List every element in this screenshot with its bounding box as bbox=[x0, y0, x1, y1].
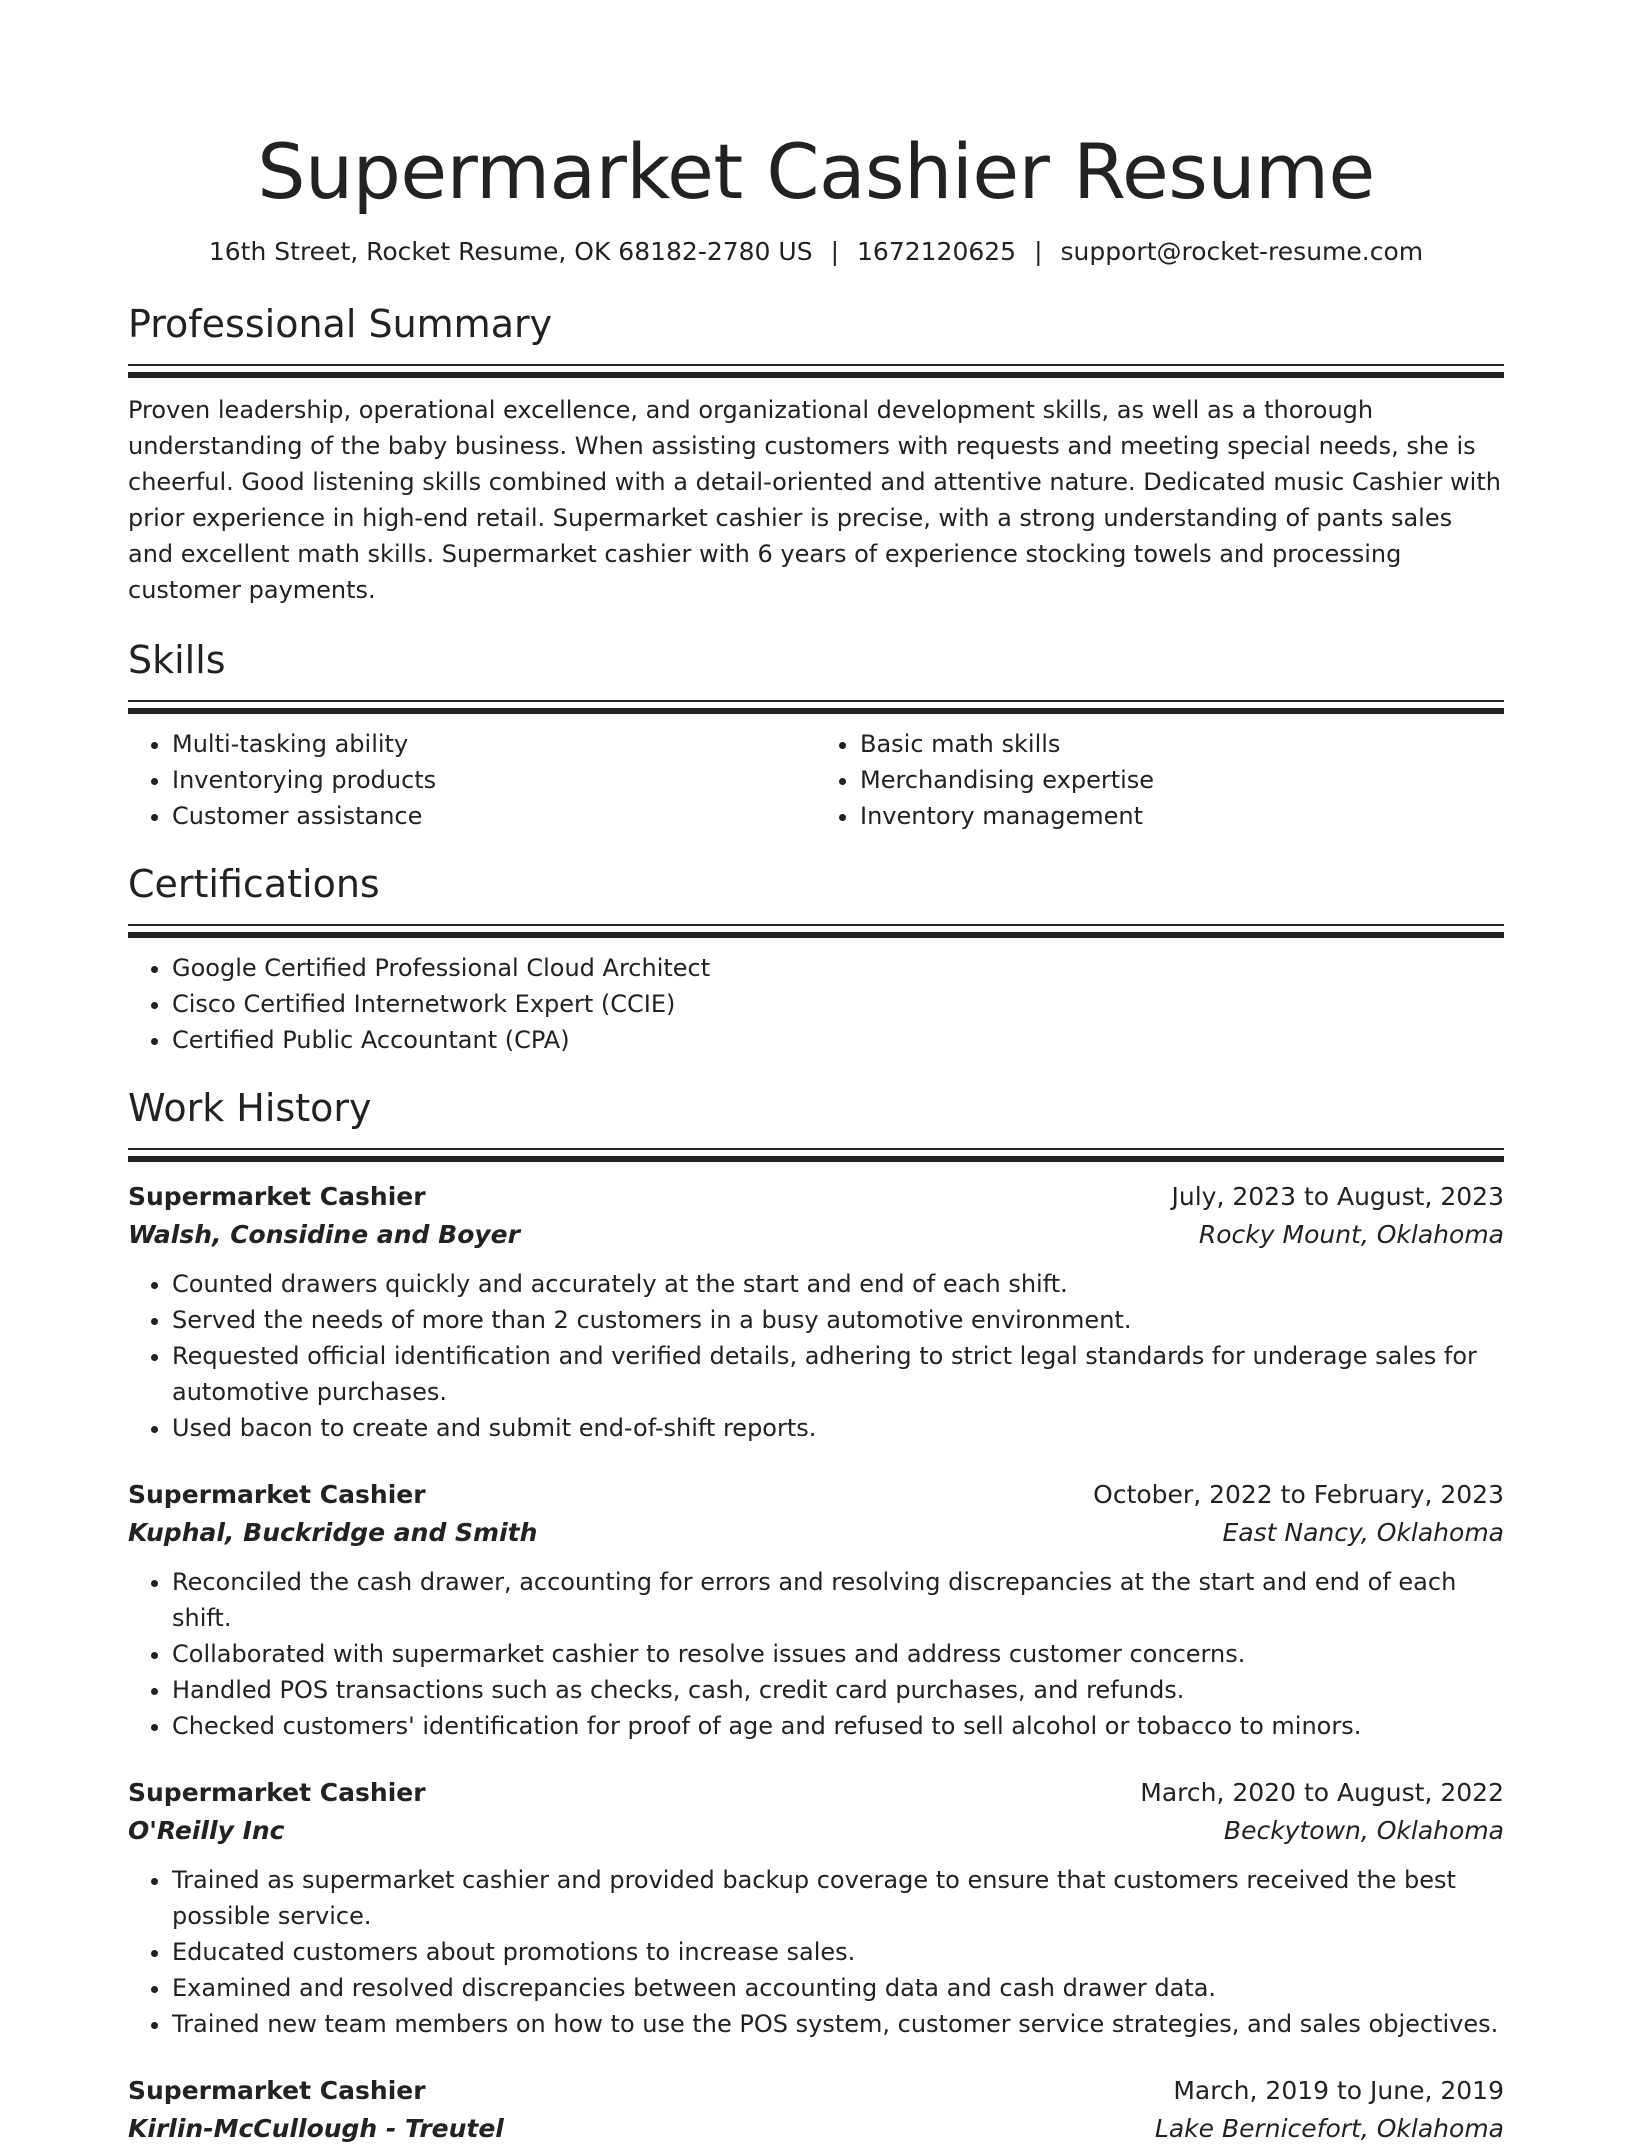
contact-line bbox=[128, 234, 1504, 270]
job-company: Kuphal, Buckridge and Smith bbox=[128, 1518, 538, 1547]
job-location: East Nancy, Oklahoma bbox=[1222, 1518, 1504, 1547]
job-bullet: • Collaborated with supermarket cashier to resolve issues and address customer concerns. bbox=[172, 1636, 1504, 1672]
skills-list-left bbox=[128, 726, 816, 834]
job-location: Lake Bernicefort, Oklahoma bbox=[1154, 2114, 1504, 2143]
summary-text: Proven leadership, operational excellence, and organizational development skills, as well as a thorough understanding of the baby business. When assisting customers with requests and meeting special needs, she is cheerful. Good listening skills combined with a detail-oriented and attentive nature. Dedicated music Cashier with prior experience in high-end retail. Supermarket cashier is precise, with a strong understanding of pants sales and excellent math skills. Supermarket cashier with 6 years of experience stocking towels and processing customer payments. bbox=[128, 396, 1501, 604]
job-location: Beckytown, Oklahoma bbox=[1223, 1816, 1504, 1845]
certification-item: • Certified Public Accountant (CPA) bbox=[172, 1022, 1504, 1058]
certification-item: • Google Certified Professional Cloud Architect bbox=[172, 950, 1504, 986]
certifications-heading: Certifications bbox=[128, 862, 380, 906]
contact-email: support@rocket-resume.com bbox=[1060, 237, 1424, 266]
skill-item: • Inventory management bbox=[860, 798, 1504, 834]
contact-address: 16th Street, Rocket Resume, OK 68182-2780 US bbox=[208, 237, 813, 266]
job-bullet: • Handled POS transactions such as checks, cash, credit card purchases, and refunds. bbox=[172, 1672, 1504, 1708]
certifications-list bbox=[128, 950, 1504, 1058]
section-divider bbox=[128, 364, 1504, 378]
contact-separator: | bbox=[830, 237, 840, 266]
job-entry bbox=[128, 1178, 1504, 1446]
job-dates: October, 2022 to February, 2023 bbox=[1093, 1480, 1504, 1509]
skills-section bbox=[128, 636, 1504, 834]
job-bullet: • Examined and resolved discrepancies between accounting data and cash drawer data. bbox=[172, 1970, 1504, 2006]
job-dates: March, 2019 to June, 2019 bbox=[1173, 2076, 1504, 2105]
job-bullets bbox=[128, 1564, 1504, 1744]
skills-grid bbox=[128, 726, 1504, 834]
skill-item: • Merchandising expertise bbox=[860, 762, 1504, 798]
job-bullet: • Educated customers about promotions to increase sales. bbox=[172, 1934, 1504, 1970]
work-history-section bbox=[128, 1084, 1504, 2148]
skill-item: • Multi-tasking ability bbox=[172, 726, 816, 762]
job-bullet: • Counted drawers quickly and accurately at the start and end of each shift. bbox=[172, 1266, 1504, 1302]
job-entry bbox=[128, 1774, 1504, 2042]
job-title: Supermarket Cashier bbox=[128, 2076, 426, 2105]
job-title: Supermarket Cashier bbox=[128, 1778, 426, 1807]
job-title: Supermarket Cashier bbox=[128, 1182, 426, 1211]
job-entry bbox=[128, 2072, 1504, 2148]
skill-item: • Customer assistance bbox=[172, 798, 816, 834]
job-bullets bbox=[128, 1862, 1504, 2042]
job-bullet: • Requested official identification and verified details, adhering to strict legal standards for underage sales for automotive purchases. bbox=[172, 1338, 1504, 1410]
section-divider bbox=[128, 700, 1504, 714]
job-entry bbox=[128, 1476, 1504, 1744]
job-bullet: • Trained as supermarket cashier and provided backup coverage to ensure that customers received the best possible service. bbox=[172, 1862, 1504, 1934]
skill-item: • Basic math skills bbox=[860, 726, 1504, 762]
job-dates: July, 2023 to August, 2023 bbox=[1171, 1182, 1504, 1211]
contact-phone: 1672120625 bbox=[857, 237, 1017, 266]
skills-list-right bbox=[816, 726, 1504, 834]
job-company: Walsh, Considine and Boyer bbox=[128, 1220, 520, 1249]
job-bullet: • Reconciled the cash drawer, accounting for errors and resolving discrepancies at the start and end of each shift. bbox=[172, 1564, 1504, 1636]
summary-section bbox=[128, 300, 1504, 608]
certification-item: • Cisco Certified Internetwork Expert (CCIE) bbox=[172, 986, 1504, 1022]
summary-heading: Professional Summary bbox=[128, 302, 553, 346]
job-location: Rocky Mount, Oklahoma bbox=[1198, 1220, 1504, 1249]
job-company: Kirlin-McCullough - Treutel bbox=[128, 2114, 504, 2143]
section-divider bbox=[128, 1148, 1504, 1162]
job-bullet: • Checked customers' identification for proof of age and refused to sell alcohol or tobacco to minors. bbox=[172, 1708, 1504, 1744]
certifications-section bbox=[128, 860, 1504, 1058]
work-history-heading: Work History bbox=[128, 1086, 372, 1130]
job-dates: March, 2020 to August, 2022 bbox=[1140, 1778, 1504, 1807]
job-bullets bbox=[128, 1266, 1504, 1446]
skill-item: • Inventorying products bbox=[172, 762, 816, 798]
job-bullet: • Trained new team members on how to use the POS system, customer service strategies, and sales objectives. bbox=[172, 2006, 1504, 2042]
resume-page bbox=[128, 0, 1504, 2148]
skills-heading: Skills bbox=[128, 638, 226, 682]
contact-separator: | bbox=[1034, 237, 1043, 266]
job-company: O'Reilly Inc bbox=[128, 1816, 285, 1845]
resume-title: Supermarket Cashier Resume bbox=[257, 127, 1375, 216]
job-title: Supermarket Cashier bbox=[128, 1480, 426, 1509]
job-bullet: • Used bacon to create and submit end-of-shift reports. bbox=[172, 1410, 1504, 1446]
job-bullet: • Served the needs of more than 2 customers in a busy automotive environment. bbox=[172, 1302, 1504, 1338]
section-divider bbox=[128, 924, 1504, 938]
